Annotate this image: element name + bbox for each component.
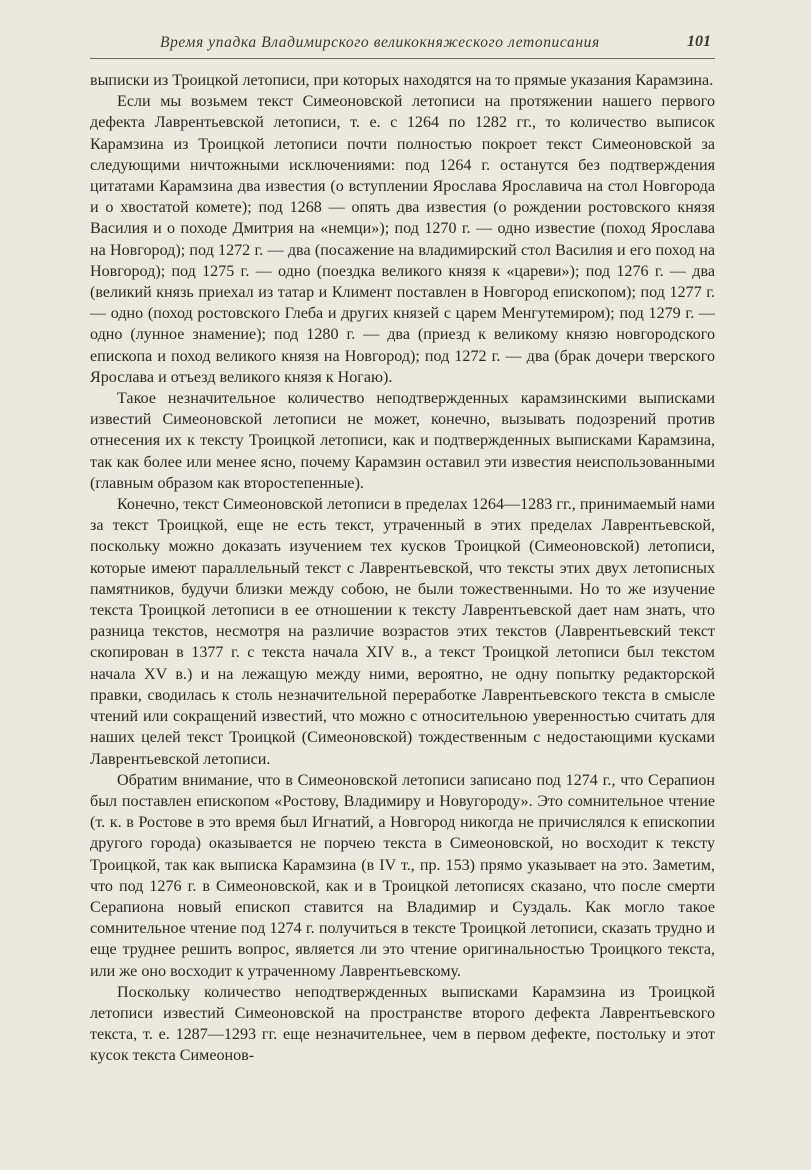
paragraph-4: Конечно, текст Симеоновской летописи в пределах 1264—1283 гг., принимаемый нами за текст Троицкой, еще не есть текст, утраченный в этих пределах Лаврентьевской, поскольку можно доказать изучением тех кусков Троицкой (Симеоновской) летописи, которые имеют параллельный текст с Лаврентьевской, что тексты этих двух летописных памятников, будучи близки между собою, не были тожественными. Но то же изучение текста Троицкой летописи в ее отношении к тексту Лаврентьевской дает нам знать, что разница текстов, несмотря на различие возрастов этих текстов (Лаврентьевский текст скопирован в 1377 г. с текста начала XIV в., а текст Троицкой летописи был текстом начала XV в.) и на лежащую между ними, вероятно, не одну попытку редакторской правки, сводилась к столь незначительной переработке Лаврентьевского текста в смысле чтений или сокращений известий, что можно с относительною уверенностью считать для наших целей текст Троицкой (Симеоновской) тождественным с недостающими кусками Лаврентьевской летописи.: [90, 496, 715, 768]
paragraph-2: Если мы возьмем текст Симеоновской летописи на протяжении нашего первого дефекта Лаврентьевской летописи, т. е. с 1264 по 1282 гг., то количество выписок Карамзина из Троицкой летописи почти полностью покроет текст Симеоновской за следующими ничтожными исключениями: под 1264 г. останутся без подтверждения цитатами Карамзина два известия (о вступлении Ярослава Ярославича на стол Новгорода и о хвостатой комете); под 1268 — опять два известия (о рождении ростовского князя Василия и о походе Дмитрия на «немци»); под 1270 г. — одно известие (поход Ярослава на Новгород); под 1272 г. — два (посажение на владимирский стол Василия и его поход на Новгород); под 1275 г. — одно (поездка великого князя к «цареви»); под 1276 г. — два (великий князь приехал из татар и Климент поставлен в Новгород епископом); под 1277 г. — одно (поход ростовского Глеба и других князей с царем Менгутемиром); под 1279 г. — одно (лунное знамение); под 1280 г. — два (приезд к великому князю новгородского епископа и поход великого князя на Новгород); под 1272 г. — два (брак дочери тверского Ярослава и отъезд великого князя к Ногаю).: [90, 93, 715, 386]
page-header: [90, 30, 715, 59]
body-text: [90, 70, 715, 1067]
paragraph-1: выписки из Троицкой летописи, при которых находятся на то прямые указания Карамзина.: [90, 72, 714, 89]
running-title: Время упадка Владимирского великокняжеского летописания: [160, 34, 600, 51]
paragraph-5: Обратим внимание, что в Симеоновской летописи записано под 1274 г., что Серапион был поставлен епископом «Ростову, Владимиру и Новугороду». Это сомнительное чтение (т. к. в Ростове в это время был Игнатий, а Новгород никогда не причислялся к епископии другого города) оказывается не порчею текста в Симеоновской, но восходит к тексту Троицкой, так как выписка Карамзина (в IV т., пр. 153) прямо указывает на это. Заметим, что под 1276 г. в Симеоновской, как и в Троицкой летописях сказано, что после смерти Серапиона новый епископ ставится на Владимир и Суздаль. Как могло такое сомнительное чтение под 1274 г. получиться в тексте Троицкой летописи, сказать трудно и еще труднее решить вопрос, является ли это чтение оригинальностью Троицкого текста, или же оно восходит к утраченному Лаврентьевскому.: [90, 771, 715, 980]
page-number: 101: [687, 33, 711, 50]
paragraph-3: Такое незначительное количество неподтвержденных карамзинскими выписками известий Симеоновской летописи не может, конечно, вызывать подозрений против отнесения их к тексту Троицкой летописи, как и подтвержденных выписками Карамзина, так как более или менее ясно, почему Карамзин оставил эти известия неиспользованными (главным образом как второстепенные).: [90, 390, 715, 492]
paragraph-6: Поскольку количество неподтвержденных выписками Карамзина из Троицкой летописи известий Симеоновской на пространстве второго дефекта Лаврентьевского текста, т. е. 1287—1293 гг. еще незначительнее, чем в первом дефекте, постольку и этот кусок текста Симеонов-: [90, 983, 715, 1065]
